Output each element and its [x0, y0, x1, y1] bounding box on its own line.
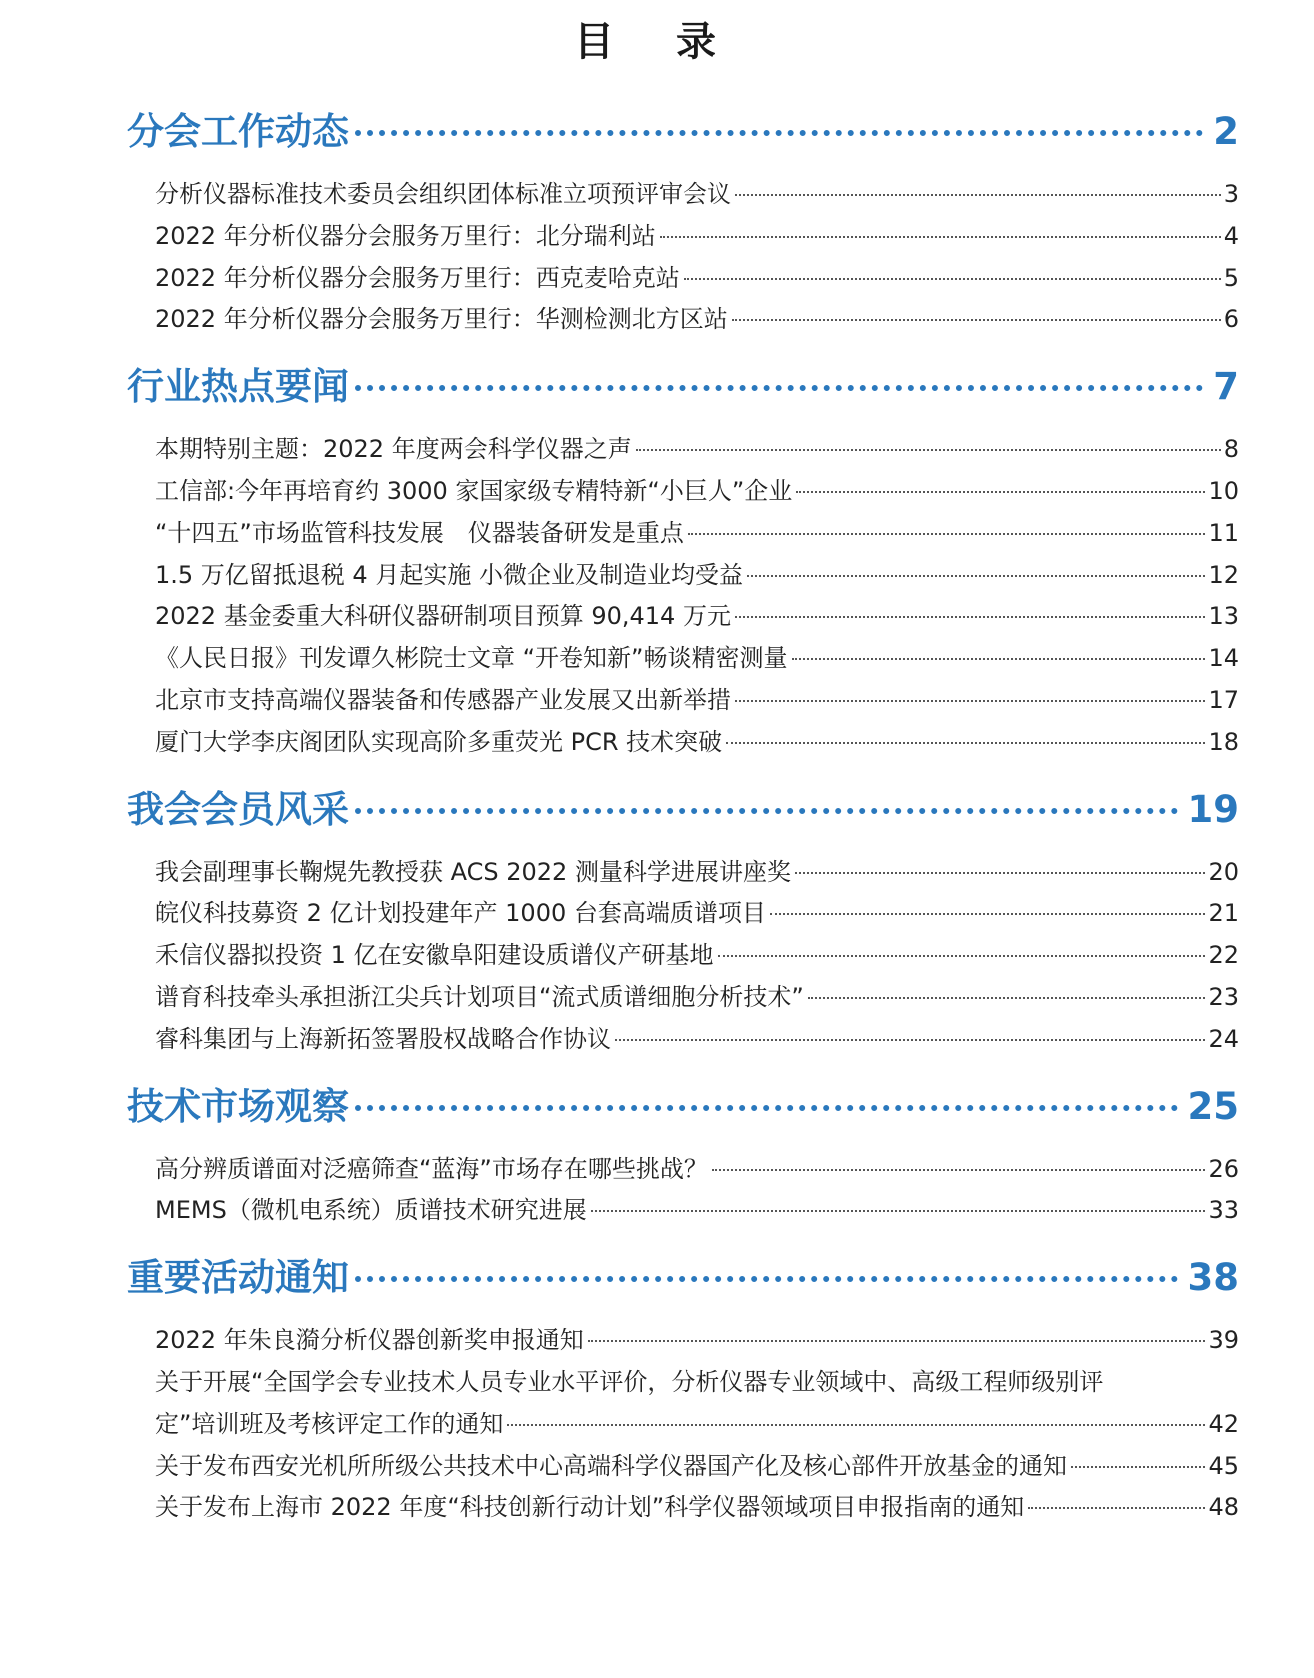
dot-leader [735, 194, 1221, 196]
section-title: 分会工作动态 [127, 110, 349, 153]
entry-page-number: 45 [1208, 1451, 1239, 1480]
toc-entry[interactable] [155, 852, 1239, 894]
entry-title: 本期特别主题：2022 年度两会科学仪器之声 [155, 435, 632, 464]
dot-leader [770, 913, 1206, 915]
dot-leader [355, 130, 1203, 136]
toc-entry[interactable] [155, 216, 1239, 258]
dot-leader [660, 236, 1221, 238]
dot-leader [747, 575, 1206, 577]
page-title: 目 录 [574, 19, 740, 65]
entry-title: 2022 基金委重大科研仪器研制项目预算 90,414 万元 [155, 602, 731, 631]
entry-page-number: 10 [1208, 476, 1239, 505]
dot-leader [732, 319, 1221, 321]
toc-entry[interactable] [155, 722, 1239, 764]
entry-title: 2022 年朱良漪分析仪器创新奖申报通知 [155, 1326, 584, 1355]
dot-leader [712, 1169, 1206, 1171]
toc-entry[interactable] [155, 1487, 1239, 1529]
entry-page-number: 23 [1208, 982, 1239, 1011]
section-page-number: 2 [1213, 110, 1239, 153]
toc-entry[interactable] [155, 1019, 1239, 1061]
section-heading[interactable] [127, 1075, 1239, 1139]
dot-leader [355, 1276, 1178, 1282]
entry-page-number: 12 [1208, 560, 1239, 589]
section-title: 重要活动通知 [127, 1256, 349, 1300]
entry-title: 《人民日报》刊发谭久彬院士文章 “开卷知新”畅谈精密测量 [155, 644, 788, 673]
entry-page-number: 18 [1208, 727, 1239, 756]
dot-leader [355, 385, 1203, 391]
section-title: 我会会员风采 [127, 787, 349, 831]
entry-title: 2022 年分析仪器分会服务万里行：北分瑞利站 [155, 221, 656, 250]
dot-leader [726, 742, 1205, 744]
toc-entry[interactable] [155, 1446, 1239, 1488]
dot-leader [615, 1039, 1205, 1041]
toc-entry[interactable] [155, 555, 1239, 597]
section-page-number: 38 [1187, 1256, 1239, 1300]
entry-page-number: 21 [1208, 899, 1239, 928]
section-page-number: 19 [1187, 787, 1239, 831]
entry-page-number: 11 [1208, 518, 1239, 547]
section-heading[interactable] [127, 1246, 1239, 1310]
section-items [127, 1139, 1239, 1247]
entry-title: 谱育科技牵头承担浙江尖兵计划项目“流式质谱细胞分析技术” [155, 982, 804, 1011]
entry-title: 2022 年分析仪器分会服务万里行：西克麦哈克站 [155, 263, 680, 292]
entry-page-number: 6 [1223, 305, 1239, 334]
entry-title: 睿科集团与上海新拓签署股权战略合作协议 [155, 1024, 611, 1053]
dot-leader [718, 955, 1206, 957]
entry-title: 北京市支持高端仪器装备和传感器产业发展又出新举措 [155, 685, 731, 714]
dot-leader [688, 533, 1206, 535]
entry-page-number: 17 [1208, 685, 1239, 714]
entry-page-number: 13 [1208, 602, 1239, 631]
dot-leader [795, 872, 1206, 874]
toc-entry[interactable] [155, 299, 1239, 341]
entry-page-number: 33 [1208, 1196, 1239, 1225]
entry-title: MEMS（微机电系统）质谱技术研究进展 [155, 1196, 587, 1225]
entry-page-number: 3 [1223, 180, 1239, 208]
entry-page-number: 14 [1208, 644, 1239, 673]
toc-entry[interactable] [155, 893, 1239, 935]
toc-entry[interactable] [155, 638, 1239, 680]
entry-title: 2022 年分析仪器分会服务万里行：华测检测北方区站 [155, 305, 728, 334]
entry-title: 厦门大学李庆阁团队实现高阶多重荧光 PCR 技术突破 [155, 727, 723, 756]
toc-entry[interactable] [155, 977, 1239, 1019]
entry-page-number: 24 [1208, 1024, 1239, 1053]
entry-title: “十四五”市场监管科技发展 仪器装备研发是重点 [155, 518, 684, 547]
dot-leader [355, 1105, 1178, 1111]
toc-entry[interactable] [155, 596, 1239, 638]
section-items [127, 164, 1239, 355]
dot-leader [588, 1340, 1206, 1342]
entry-page-number: 4 [1223, 221, 1239, 250]
entry-title: 关于发布上海市 2022 年度“科技创新行动计划”科学仪器领域项目申报指南的通知 [155, 1493, 1025, 1522]
toc-entry[interactable] [155, 935, 1239, 977]
entry-page-number: 20 [1208, 857, 1239, 886]
entry-page-number: 39 [1208, 1326, 1239, 1355]
toc-entry[interactable] [155, 1190, 1239, 1232]
dot-leader [591, 1210, 1206, 1212]
entry-title: 关于发布西安光机所所级公共技术中心高端科学仪器国产化及核心部件开放基金的通知 [155, 1451, 1067, 1480]
section-title: 技术市场观察 [127, 1084, 349, 1128]
dot-leader [808, 997, 1206, 999]
entry-title: 关于开展“全国学会专业技术人员专业水平评价，分析仪器专业领域中、高级工程师级别评 [155, 1367, 1104, 1396]
dot-leader [796, 491, 1205, 493]
section-items [127, 842, 1239, 1075]
toc-entry[interactable] [155, 471, 1239, 513]
entry-page-number: 5 [1223, 263, 1239, 292]
entry-title-continuation [155, 1404, 1239, 1446]
section-items [127, 419, 1239, 777]
toc-entry[interactable] [155, 1320, 1239, 1362]
dot-leader [684, 278, 1221, 280]
entry-title: 皖仪科技募资 2 亿计划投建年产 1000 台套高端质谱项目 [155, 899, 766, 928]
toc-entry[interactable] [155, 174, 1239, 216]
section-page-number: 7 [1213, 365, 1239, 409]
toc-entry[interactable] [155, 513, 1239, 555]
entry-title: 我会副理事长鞠熀先教授获 ACS 2022 测量科学进展讲座奖 [155, 857, 791, 886]
section-title: 行业热点要闻 [127, 365, 349, 409]
dot-leader [792, 658, 1206, 660]
entry-title: 分析仪器标准技术委员会组织团体标准立项预评审会议 [155, 180, 731, 208]
entry-title: 禾信仪器拟投资 1 亿在安徽阜阳建设质谱仪产研基地 [155, 941, 714, 970]
entry-title: 高分辨质谱面对泛癌筛查“蓝海”市场存在哪些挑战？ [155, 1154, 708, 1183]
dot-leader [507, 1424, 1205, 1426]
toc-entry[interactable] [155, 258, 1239, 300]
toc-entry[interactable] [155, 429, 1239, 471]
dot-leader [636, 449, 1221, 451]
dot-leader [1071, 1466, 1205, 1468]
entry-title-line2: 定”培训班及考核评定工作的通知 [155, 1409, 504, 1438]
entry-page-number: 22 [1208, 941, 1239, 970]
entry-title: 1.5 万亿留抵退税 4 月起实施 小微企业及制造业均受益 [155, 560, 743, 589]
section-heading[interactable] [127, 778, 1239, 842]
entry-page-number: 26 [1208, 1154, 1239, 1183]
section-page-number: 25 [1187, 1084, 1239, 1128]
section-items [127, 1310, 1239, 1543]
dot-leader [1028, 1507, 1205, 1509]
entry-page-number: 48 [1208, 1493, 1239, 1522]
section-heading[interactable] [127, 100, 1239, 164]
toc-entry[interactable] [155, 680, 1239, 722]
dot-leader [355, 808, 1178, 814]
entry-page-number: 42 [1208, 1409, 1239, 1438]
dot-leader [735, 616, 1206, 618]
section-heading[interactable] [127, 355, 1239, 419]
toc-entry[interactable] [155, 1149, 1239, 1191]
entry-title: 工信部:今年再培育约 3000 家国家级专精特新“小巨人”企业 [155, 476, 793, 505]
table-of-contents [127, 100, 1239, 1543]
entry-page-number: 8 [1223, 435, 1239, 464]
dot-leader [735, 700, 1205, 702]
toc-entry[interactable] [155, 1362, 1239, 1446]
